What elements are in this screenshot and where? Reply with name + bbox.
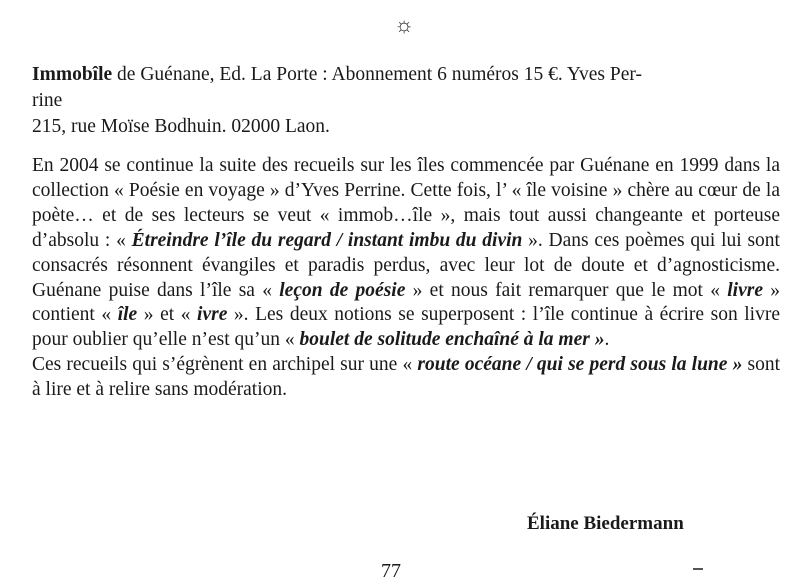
- review-text-segment: Ces recueils qui s’égrènent en archipel sur une «: [32, 354, 418, 376]
- section-ornament: ☼: [394, 12, 415, 37]
- quote-ivre: ivre: [197, 304, 228, 326]
- page-number: 77: [381, 560, 401, 582]
- author-signature: Éliane Biedermann: [527, 513, 684, 534]
- review-paragraph-2: [32, 353, 780, 403]
- quote-lecon-de-poesie: leçon de poésie: [279, 279, 406, 301]
- review-paragraph-1: [32, 154, 780, 353]
- quote-etreindre: Étreindre l’île du regard / instant imbu du divin: [131, 229, 523, 251]
- review-text-segment: ». Les deux notions se superposent : l’île continue à écrire son livre pour oublier qu’elle n’est qu’un «: [32, 304, 780, 351]
- reference-line-1: [32, 62, 780, 88]
- review-text-segment: En 2004 se continue la suite des recueils sur les îles commencée par Guénane en 1999 dans la collection « Poésie en voyage » d’Yves Perrine. Cette fois, l’ « île voisine » chère au cœur de la poète… et de ses lecteurs se veut « immob…île », mais tout aussi changeante et porteuse d’absolu : «: [32, 155, 780, 251]
- review-text-segment: ». Dans ces poèmes qui lui sont consacrés résonnent évangiles et paradis perdus, avec leur lot de doute et d’agnosticisme. Guénane puise dans l’île sa «: [32, 229, 780, 301]
- quote-livre: livre: [727, 279, 763, 301]
- review-text: [32, 154, 780, 403]
- review-text-segment: sont à lire et à relire sans modération.: [32, 354, 780, 401]
- review-text-segment: » contient «: [32, 279, 780, 326]
- book-title: Immobîle: [32, 64, 113, 85]
- reference-line-2: rine: [32, 90, 63, 111]
- review-text-segment: » et nous fait remarquer que le mot «: [405, 279, 728, 301]
- reference-details: de Guénane, Ed. La Porte : Abonnement 6 numéros 15 €. Yves Per-: [112, 64, 642, 85]
- quote-boulet: boulet de solitude enchaîné à la mer »: [299, 329, 605, 351]
- review-text-segment: » et «: [137, 304, 198, 326]
- quote-route-oceane: route océane / qui se perd sous la lune »: [417, 354, 743, 376]
- review-text-segment: .: [604, 329, 610, 351]
- reference-address: 215, rue Moïse Bodhuin. 02000 Laon.: [32, 116, 330, 137]
- book-reference: [32, 62, 780, 140]
- quote-ile: île: [117, 304, 138, 326]
- scan-mark: [693, 568, 703, 570]
